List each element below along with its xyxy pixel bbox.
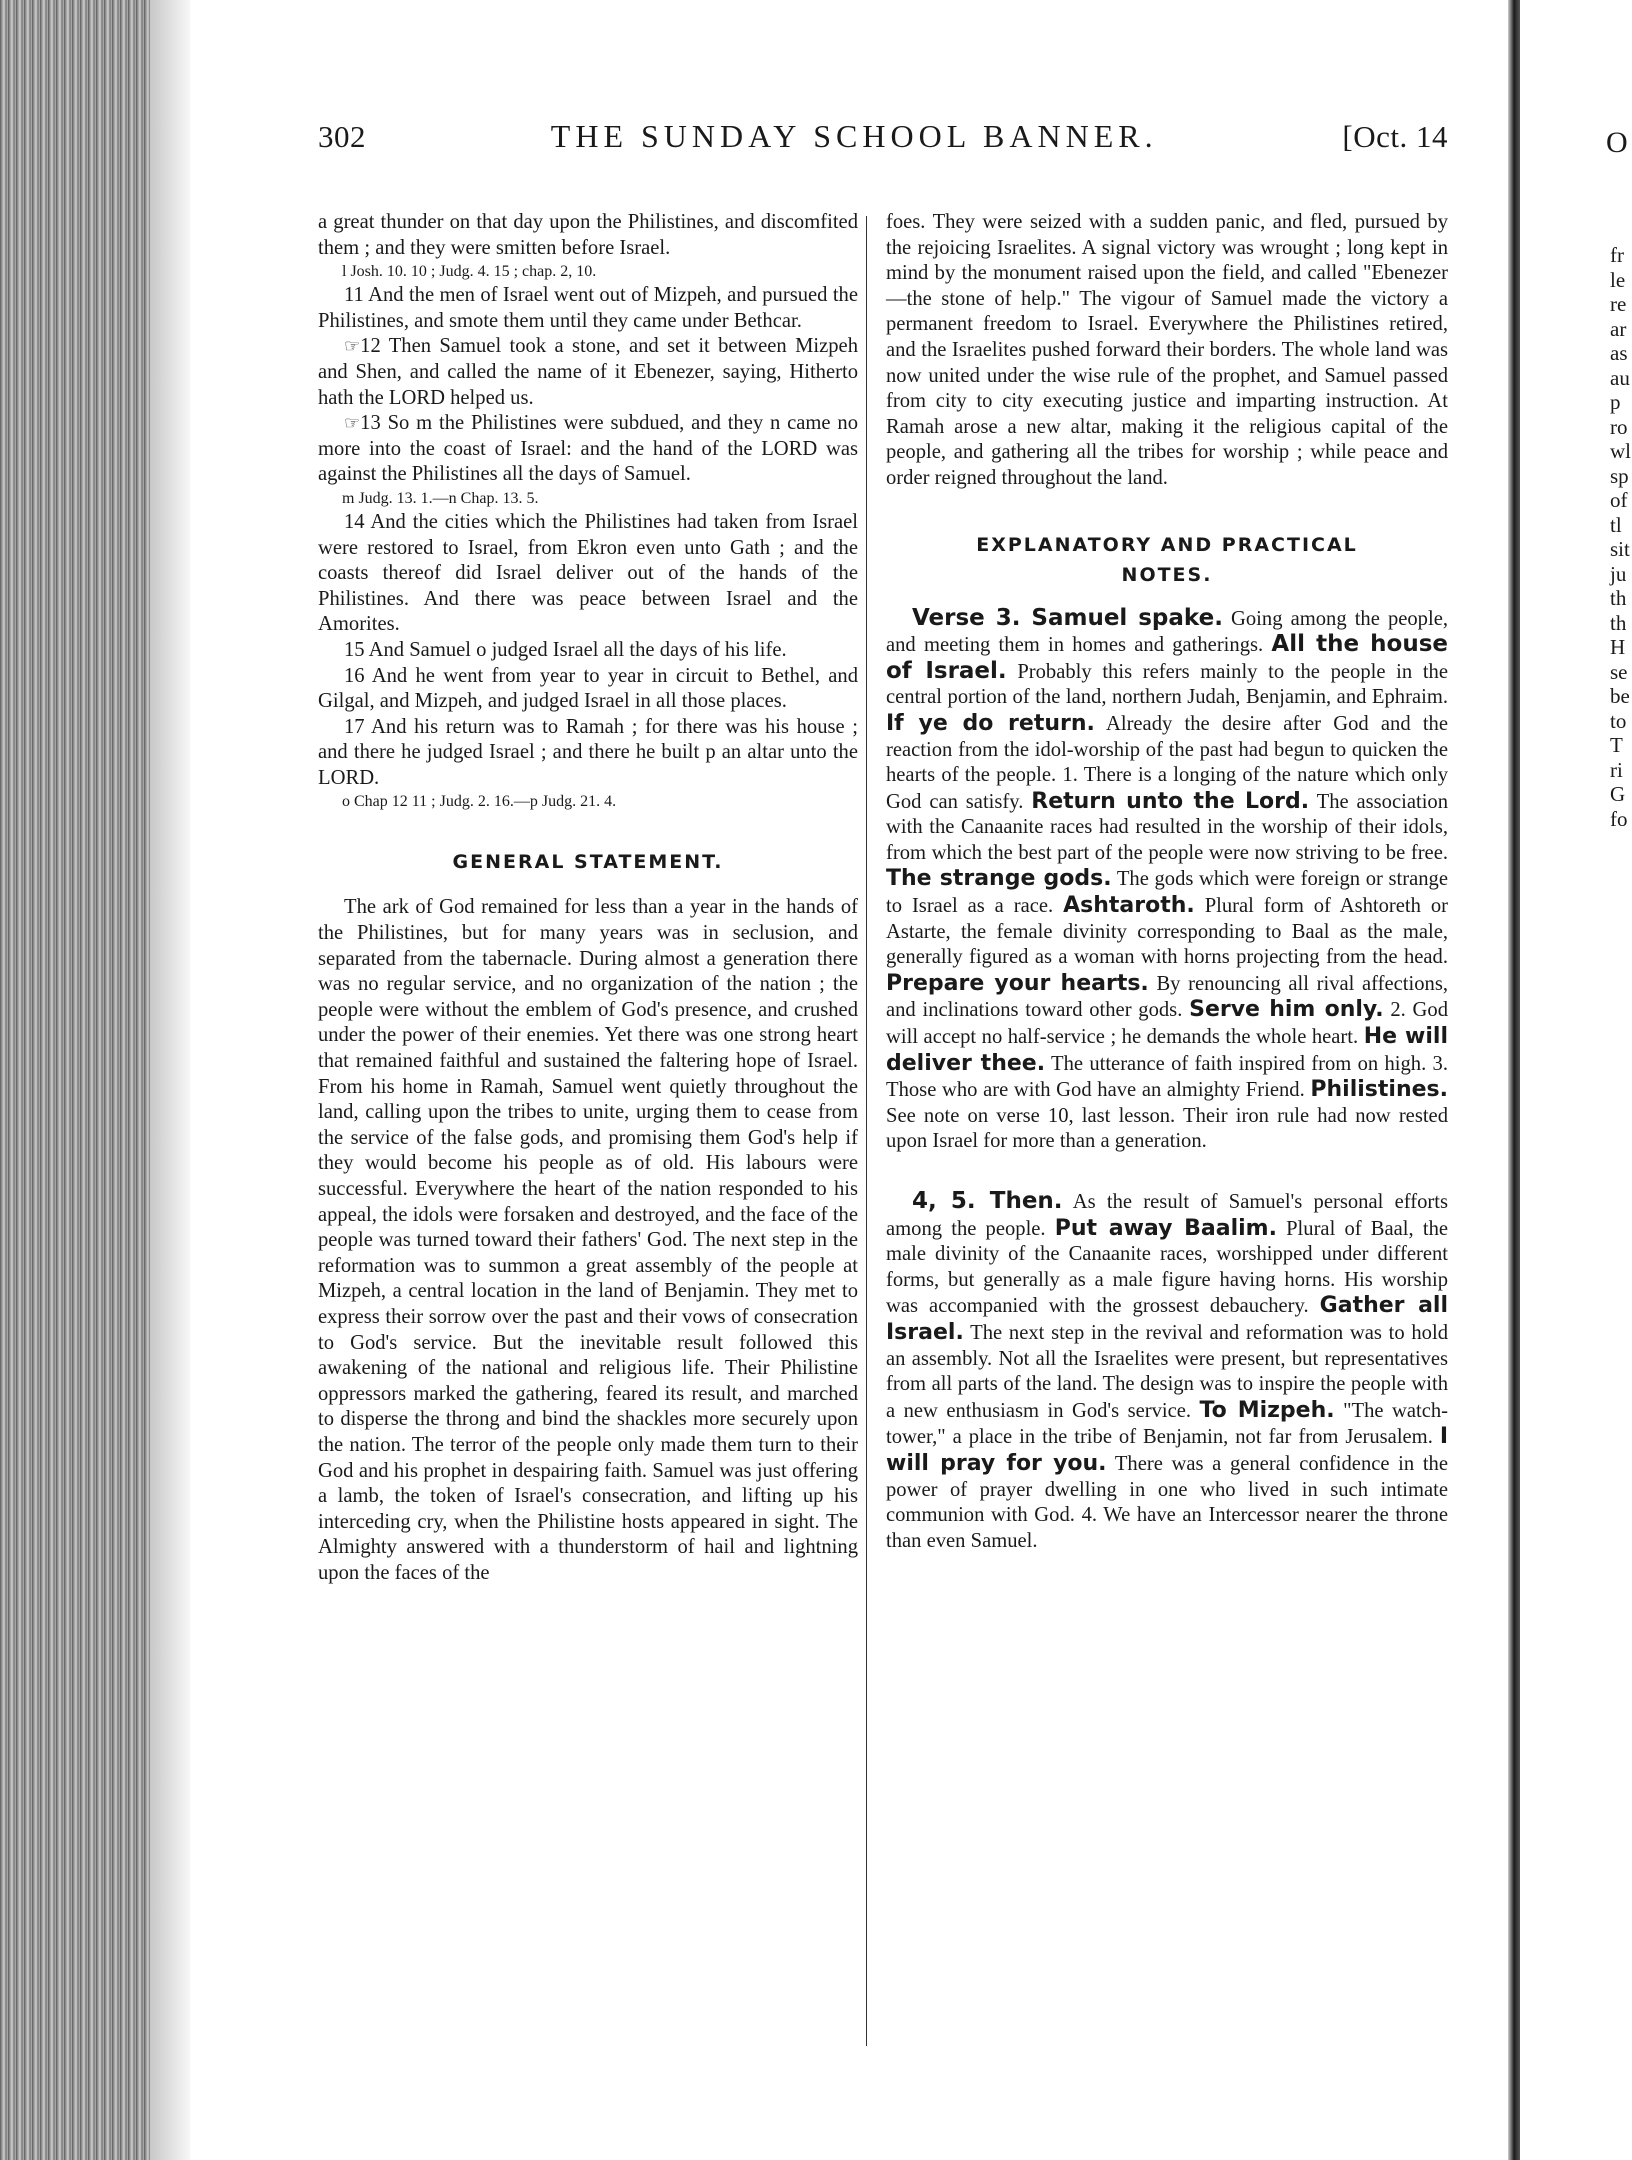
note-text: Probably this refers mainly to the people in the central portion of the land, northern Judah, Benjamin, and Ephraim. (886, 660, 1448, 709)
facing-text-fragment: sp (1610, 463, 1629, 488)
facing-page-strip (1520, 0, 1632, 2160)
note-text: See note on verse 10, last lesson. Their iron rule had now rested upon Israel for more than a generation. (886, 1104, 1448, 1153)
note-verse-3 (886, 606, 1448, 1155)
cross-reference: l Josh. 10. 10 ; Judg. 4. 15 ; chap. 2, 10. (342, 263, 597, 281)
note-verses-4-5 (886, 1189, 1448, 1554)
facing-text-fragment: p (1610, 390, 1621, 414)
note-keyword: He will deliver thee. (886, 1024, 1448, 1076)
facing-text-fragment: au (1610, 365, 1630, 390)
facing-text-fragment: th (1610, 586, 1627, 610)
note-text: By renouncing all rival affections, and inclinations toward other gods. (886, 972, 1448, 1022)
note-text: The association with the Canaanite races had resulted in the worship of their idols, from which the best part of the people were now striving to be free. (886, 790, 1449, 864)
verse-12-paragraph (318, 334, 858, 411)
note-keyword: Ashtaroth. (1063, 893, 1195, 919)
facing-text-fragment: to (1610, 708, 1627, 733)
facing-text-fragment: H (1610, 635, 1626, 659)
facing-text-fragment: re (1610, 292, 1627, 316)
verse-14: 14 And the cities which the Philistines had taken from Israel were restored to Israel, from Ekron even unto Gath ; and the coasts thereof did Israel deliver out of the hands of the Philistines. And there was peace between Israel and the Amorites. (318, 510, 858, 636)
verse-11: 11 And the men of Israel went out of Mizpeh, and pursued the Philistines, and smote them until they came under Bethcar. (318, 284, 858, 332)
note-keyword: Gather all Israel. (886, 1293, 1448, 1345)
note-text: Plural form of Ashtoreth or Astarte, the female divinity corresponding to Baal as the male, generally figured as a woman with horns projecting from the head. (886, 895, 1449, 969)
note-keyword: Serve him only. (1189, 997, 1384, 1023)
note-keyword: Prepare your hearts. (886, 970, 1149, 996)
cross-reference: m Judg. 13. 1.—n Chap. 13. 5. (342, 489, 539, 507)
page-number: 302 (318, 119, 366, 154)
verse-17: 17 And his return was to Ramah ; for there was his house ; and there he judged Israel ; and there he built p an altar unto the LORD. (318, 715, 858, 789)
verse-13: 13 So m the Philistines were subdued, and they n came no more into the coast of Israel: and the hand of the LORD was against the Philistines all the days of Samuel. (318, 412, 858, 486)
book-gutter (1508, 0, 1520, 2160)
note-keyword: To Mizpeh. (1199, 1397, 1335, 1423)
note-keyword: Philistines. (1310, 1077, 1448, 1103)
facing-text-fragment: ar (1610, 316, 1627, 341)
general-statement-continued: foes. They were seized with a sudden panic, and fled, pursued by the rejoicing Israelites. A signal victory was wrought ; long kept in mind by the monument raised upon the field, and called "Ebenezer—the stone of help." The vigour of Samuel made the victory a permanent freedom to Israel. Everywhere the Philistines retired, and the Israelites pushed forward their borders. The whole land was now united under the wise rule of the prophet, and Samuel passed from city to city executing justice and imparting instruction. At Ramah arose a new altar, making it the religious capital of the people, and gathering all the tribes for worship ; while peace and order reigned throughout the land. (886, 211, 1448, 489)
note-keyword: Return unto the Lord. (1031, 788, 1310, 814)
facing-text-fragment: G (1610, 782, 1626, 806)
facing-text-fragment: tl (1610, 512, 1622, 537)
facing-text-fragment: wl (1610, 439, 1631, 463)
pointing-hand-icon: ☞ (344, 336, 361, 357)
running-header (318, 118, 1448, 168)
facing-text-fragment: T (1610, 733, 1623, 757)
issue-date: [Oct. 14 (1342, 119, 1448, 154)
note-keyword: Put away Baalim. (1054, 1215, 1277, 1241)
notes-heading-line-2: NOTES. (1121, 563, 1213, 586)
facing-text-fragment: le (1610, 267, 1626, 292)
verse-15: 15 And Samuel o judged Israel all the days of his life. (344, 638, 787, 661)
facing-text-fragment: fr (1610, 243, 1624, 267)
facing-page-header-fragment: O (1606, 126, 1628, 159)
note-keyword: If ye do return. (886, 710, 1095, 736)
general-statement-heading: GENERAL STATEMENT. (452, 851, 724, 874)
facing-text-fragment: th (1610, 610, 1627, 635)
verse-10-tail: a great thunder on that day upon the Philistines, and discomfited them ; and they were smitten before Israel. (318, 211, 858, 259)
note-text: 2. God will accept no half-service ; he demands the whole heart. (886, 999, 1449, 1049)
notes-heading-line-1: EXPLANATORY AND PRACTICAL (976, 533, 1358, 556)
note-text: Going among the people, and meeting them in homes and gatherings. (886, 607, 1448, 657)
note-text: The gods which were foreign or strange to Israel as a race. (886, 868, 1448, 918)
note-keyword: The strange gods. (886, 866, 1112, 892)
note-text: Already the desire after God and the reaction from the idol-worship of the past had begun to quicken the hearts of the people. 1. There is a longing of the nature which only God can satisfy. (886, 712, 1448, 813)
facing-text-fragment: fo (1610, 806, 1628, 831)
facing-text-fragment: be (1610, 684, 1630, 708)
facing-text-fragment: ro (1610, 414, 1628, 439)
facing-text-fragment: ju (1610, 561, 1627, 586)
facing-text-fragment: se (1610, 659, 1628, 684)
note-text: As the result of Samuel's personal efforts among the people. (886, 1191, 1448, 1240)
note-text: "The watch-tower," a place in the tribe of Benjamin, not far from Jerusalem. (886, 1399, 1448, 1449)
book-page-edges (0, 0, 150, 2160)
periodical-title: THE SUNDAY SCHOOL BANNER. (550, 118, 1158, 154)
facing-text-fragment: sit (1610, 537, 1630, 561)
verse-12: 12 Then Samuel took a stone, and set it between Mizpeh and Shen, and called the name of it Ebenezer, saying, Hitherto hath the LORD helped us. (318, 335, 858, 409)
cross-reference: o Chap 12 11 ; Judg. 2. 16.—p Judg. 21. 4. (342, 793, 617, 811)
note-keyword: 4, 5. Then. (912, 1188, 1063, 1214)
right-column (886, 210, 1448, 1554)
facing-text-fragment: as (1610, 341, 1628, 365)
book-page (318, 118, 1449, 1584)
note-keyword: All the house of Israel. (886, 631, 1449, 684)
facing-text-fragment: of (1610, 488, 1628, 512)
facing-text-fragment: ri (1610, 757, 1623, 782)
note-text: The next step in the revival and reformation was to hold an assembly. Not all the Israelites were present, but representatives from all parts of the land. The design was to inspire the people with a new enthusiasm in God's service. (886, 1321, 1448, 1422)
note-keyword: Verse 3. Samuel spake. (912, 604, 1223, 631)
column-divider (866, 216, 867, 2046)
note-text: The utterance of faith inspired from on high. 3. Those who are with God have an almighty Friend. (886, 1052, 1448, 1102)
verse-13-paragraph (318, 411, 858, 488)
pointing-hand-icon: ☞ (344, 413, 361, 434)
verse-16: 16 And he went from year to year in circuit to Bethel, and Gilgal, and Mizpeh, and judged Israel in all those places. (318, 664, 858, 713)
general-statement-body: The ark of God remained for less than a year in the hands of the Philistines, but for many years was in seclusion, and separated from the tabernacle. During almost a generation there was no regular service, and no organization of the nation ; the people were without the emblem of God's presence, and crushed under the power of their enemies. Yet there was one strong heart that remained faithful and sustained the faltering hope of Israel. From his home in Ramah, Samuel went quietly throughout the land, calling upon the tribes to unite, urging them to cease from the service of the false gods, and promising them God's help if they would become his people as of old. His labours were successful. Everywhere the heart of the nation responded to his appeal, the idols were forsaken and destroyed, and the face of the people was turned toward their fathers' God. The next step in the reformation was to summon a great assembly of the people at Mizpeh, a central location in the land of Benjamin. They met to express their sorrow over the past and their vows of consecration to God's service. But the inevitable result followed this awakening of the national and religious life. Their Philistine oppressors marked the gathering, feared its result, and marched to disperse the throng and bind the shackles more securely upon the nation. The terror of the people only made them turn to their God and his prophet in despairing faith. Samuel was just offering a lamb, the token of Israel's consecration, and lifting up his interceding cry, when the Philistine hosts appeared in sight. The Almighty answered with a thunderstorm of hail and lightning upon the faces of the (318, 896, 858, 1584)
left-column (318, 210, 858, 1587)
note-keyword: I will pray for you. (886, 1424, 1448, 1476)
note-text: Plural of Baal, the male divinity of the Canaanite races, worshipped under different forms, but generally as a male figure having horns. His worship was accompanied with the grossest debauchery. (886, 1217, 1448, 1318)
page-shadow (150, 0, 190, 2160)
note-text: There was a general confidence in the power of prayer dwelling in one who lived in such intimate communion with God. 4. We have an Intercessor nearer the throne than even Samuel. (886, 1452, 1448, 1552)
